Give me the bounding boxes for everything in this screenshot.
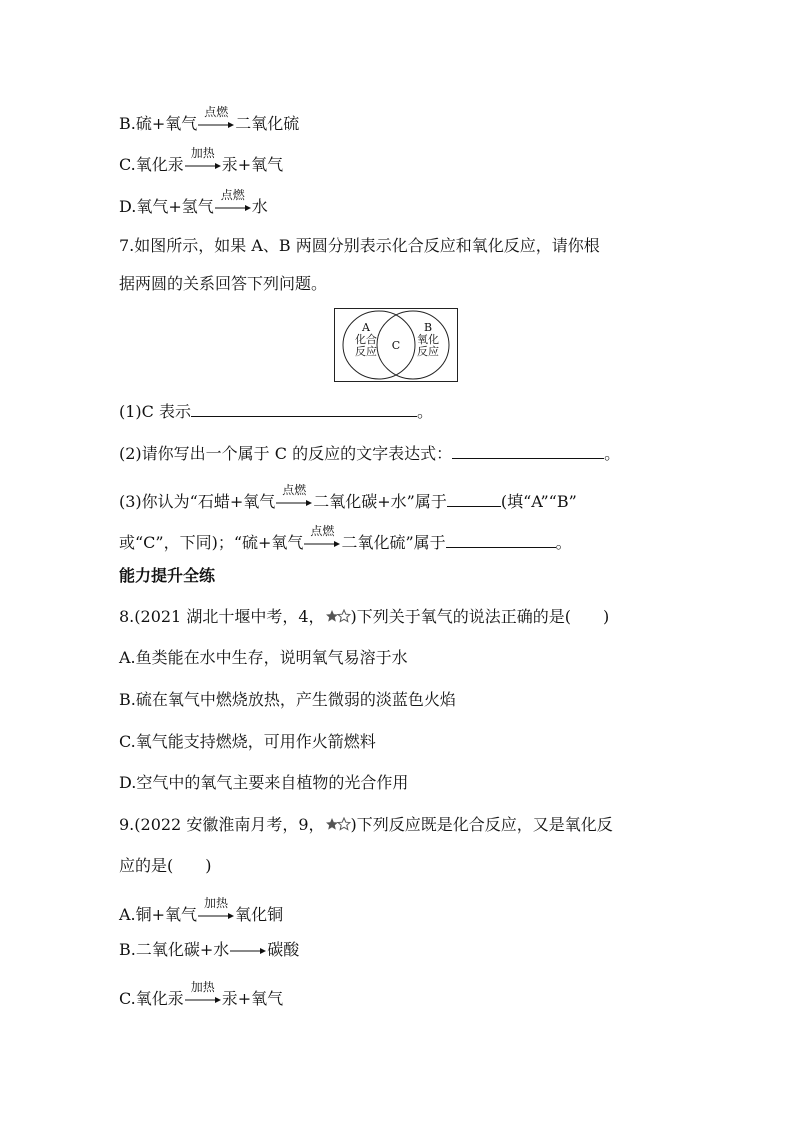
venn-diagram: [334, 308, 458, 382]
reaction-arrow: 点燃: [214, 204, 252, 212]
reaction-arrow: 加热: [184, 996, 222, 1004]
option-b: B.硫+氧气 点燃 二氧化硫: [119, 104, 300, 133]
section-title: 能力提升全练: [119, 566, 216, 585]
reaction-arrow: 点燃: [303, 540, 341, 548]
venn-c-label: C: [391, 339, 401, 352]
q8-option-b: B.硫在氧气中燃烧放热，产生微弱的淡蓝色火焰: [119, 690, 456, 709]
q7-stem-line1: 7.如图所示，如果 A、B 两圆分别表示化合反应和氧化反应，请你根: [119, 236, 600, 255]
reaction-arrow: 加热: [184, 162, 222, 170]
answer-blank[interactable]: [191, 400, 417, 417]
difficulty-star-icon: [325, 816, 351, 836]
answer-blank[interactable]: [452, 442, 604, 459]
q7-sub1: (1)C 表示 。: [119, 402, 434, 421]
q8-option-a: A.鱼类能在水中生存，说明氧气易溶于水: [119, 648, 408, 667]
reaction-arrow: [229, 947, 267, 955]
venn-a-label: A 化合 反应: [355, 321, 377, 358]
venn-b-label: B 氧化 反应: [417, 321, 439, 358]
answer-blank[interactable]: [446, 531, 556, 548]
q9-stem: 9.(2022 安徽淮南月考，9， )下列反应既是化合反应，又是氧化反: [119, 815, 613, 834]
q7-sub3-line2: 或“C”，下同)；“硫+氧气 点燃 二氧化硫”属于 。: [119, 523, 572, 552]
q9-option-b: B.二氧化碳+水 碳酸: [119, 940, 300, 959]
q7-stem-line2: 据两圆的关系回答下列问题。: [119, 274, 328, 293]
q9-option-c: C.氧化汞 加热 汞+氧气: [119, 979, 284, 1008]
q8-stem: 8.(2021 湖北十堰中考，4， )下列关于氧气的说法正确的是( ): [119, 607, 610, 626]
option-c: C.氧化汞 加热 汞+氧气: [119, 145, 284, 174]
q9-stem-line2: 应的是( ): [119, 856, 212, 875]
reaction-arrow: 加热: [197, 912, 235, 920]
answer-blank[interactable]: [447, 490, 501, 507]
q9-option-a: A.铜+氧气 加热 氧化铜: [119, 895, 284, 924]
difficulty-star-icon: [325, 608, 351, 628]
q8-option-d: D.空气中的氧气主要来自植物的光合作用: [119, 773, 409, 792]
q8-option-c: C.氧气能支持燃烧，可用作火箭燃料: [119, 732, 376, 751]
option-d: D.氧气+氢气 点燃 水: [119, 187, 268, 216]
reaction-arrow: 点燃: [197, 121, 235, 129]
reaction-arrow: 点燃: [275, 499, 313, 507]
q7-sub3-line1: (3)你认为“石蜡+氧气 点燃 二氧化碳+水”属于 (填“A”“B”: [119, 482, 577, 511]
q7-sub2: (2)请你写出一个属于 C 的反应的文字表达式： 。: [119, 444, 621, 463]
